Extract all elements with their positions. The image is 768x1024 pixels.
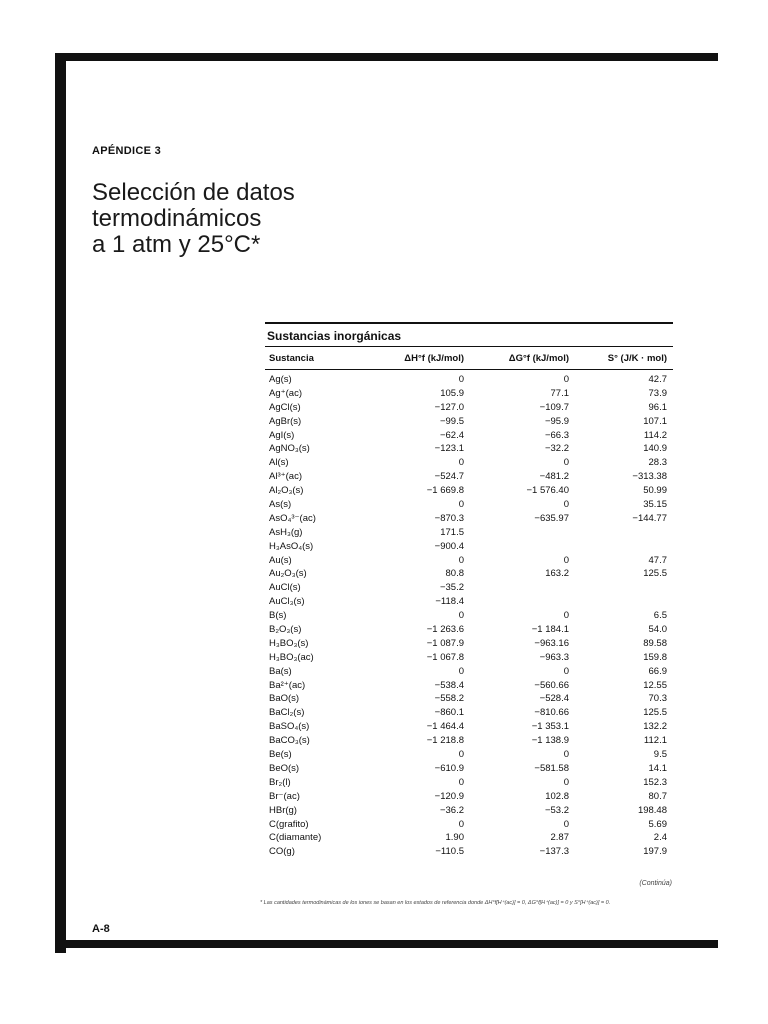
scan-border-bottom	[55, 940, 718, 948]
cell-dg: 0	[563, 499, 569, 511]
title-line-3: a 1 atm y 25°C*	[92, 231, 261, 258]
cell-s	[569, 526, 667, 540]
cell-s: −144.77	[632, 512, 667, 524]
cell-dh: −558.2	[434, 693, 464, 705]
table-row	[265, 831, 673, 845]
table-header-rule	[265, 369, 673, 370]
cell-s: 132.2	[643, 721, 667, 733]
cell-s: 54.0	[648, 624, 667, 636]
header-s: S° (J/K · mol)	[607, 353, 667, 364]
scan-border-left	[55, 53, 66, 953]
table-row	[265, 734, 673, 748]
cell-s: 80.7	[648, 790, 667, 802]
cell-substance: BaCO₃(s)	[269, 735, 310, 747]
continued-note: (Continúa)	[639, 880, 672, 887]
header-substance: Sustancia	[269, 353, 314, 364]
cell-s: 50.99	[643, 485, 667, 497]
cell-s: 152.3	[643, 776, 667, 788]
cell-s: −313.38	[632, 471, 667, 483]
cell-s: 198.48	[637, 804, 667, 816]
cell-dg: −963.16	[534, 637, 569, 649]
table-row	[265, 623, 673, 637]
table-row	[265, 484, 673, 498]
cell-substance: BaCl₂(s)	[269, 707, 305, 719]
cell-dg: 0	[563, 374, 569, 385]
appendix-label: APÉNDICE 3	[92, 145, 162, 157]
cell-s: 14.1	[648, 762, 667, 774]
cell-dh: 0	[458, 374, 464, 385]
cell-substance: AgI(s)	[269, 429, 295, 441]
cell-dh: 0	[458, 776, 464, 788]
cell-dh: −35.2	[439, 582, 464, 594]
cell-s: 9.5	[653, 749, 667, 761]
cell-dg: −1 184.1	[531, 624, 569, 636]
cell-substance: AsO₄³⁻(ac)	[269, 512, 316, 524]
cell-dg: −481.2	[539, 471, 569, 483]
cell-dg	[464, 581, 569, 595]
cell-s: 42.7	[648, 374, 667, 385]
cell-dg: −137.3	[539, 846, 569, 858]
cell-dh: −1 669.8	[426, 485, 464, 497]
table-row	[265, 387, 673, 401]
table-row	[265, 637, 673, 651]
cell-substance: AuCl(s)	[269, 582, 301, 594]
cell-substance: AgCl(s)	[269, 401, 301, 413]
cell-s: 197.9	[643, 846, 667, 858]
cell-dh: 80.8	[445, 568, 464, 580]
title-line-2: termodinámicos	[92, 205, 262, 232]
cell-dh: −1 067.8	[426, 651, 464, 663]
table-row	[265, 429, 673, 443]
cell-dh: −1 218.8	[426, 735, 464, 747]
cell-s: 35.15	[643, 499, 667, 511]
table-body	[265, 373, 673, 859]
cell-s: 28.3	[648, 457, 667, 469]
table-row	[265, 540, 673, 554]
cell-substance: Ag(s)	[269, 374, 292, 385]
cell-dh: −99.5	[439, 415, 464, 427]
cell-s: 125.5	[643, 707, 667, 719]
table-row	[265, 762, 673, 776]
cell-substance: CO(g)	[269, 846, 295, 858]
cell-s: 73.9	[648, 387, 667, 399]
cell-dh: −1 087.9	[426, 637, 464, 649]
table-row	[265, 470, 673, 484]
thermo-table	[265, 322, 673, 859]
table-row	[265, 706, 673, 720]
cell-dg: 0	[563, 610, 569, 622]
cell-dg: −560.66	[534, 679, 569, 691]
cell-dh: −123.1	[434, 443, 464, 455]
table-row	[265, 415, 673, 429]
cell-s: 114.2	[643, 429, 667, 441]
cell-dh: −870.3	[434, 512, 464, 524]
table-row	[265, 373, 673, 387]
cell-substance: AsH₃(g)	[269, 526, 303, 538]
table-row	[265, 595, 673, 609]
cell-dg: −109.7	[539, 401, 569, 413]
cell-s	[569, 581, 667, 595]
table-row	[265, 401, 673, 415]
cell-s: 66.9	[648, 665, 667, 677]
cell-s: 125.5	[643, 568, 667, 580]
cell-dg: −32.2	[544, 443, 569, 455]
cell-substance: Be(s)	[269, 749, 292, 761]
table-row	[265, 818, 673, 832]
table-row	[265, 567, 673, 581]
table-title: Sustancias inorgánicas	[267, 329, 402, 343]
cell-s: 112.1	[643, 735, 667, 747]
cell-dh: 171.5	[440, 526, 464, 538]
cell-substance: Ag⁺(ac)	[269, 387, 302, 399]
cell-dg: −1 138.9	[531, 735, 569, 747]
cell-dh: 0	[458, 665, 464, 677]
cell-dg: 102.8	[545, 790, 569, 802]
cell-dg: −66.3	[544, 429, 569, 441]
cell-dg: −95.9	[544, 415, 569, 427]
cell-dg: −581.58	[534, 762, 569, 774]
page-title	[92, 180, 295, 258]
cell-dg: −1 576.40	[526, 485, 569, 497]
cell-substance: C(diamante)	[269, 832, 322, 844]
cell-dh: 105.9	[440, 387, 464, 399]
cell-substance: AuCl₃(s)	[269, 596, 305, 608]
table-row	[265, 679, 673, 693]
header-dh: ΔH°f (kJ/mol)	[404, 353, 464, 364]
cell-dh: 0	[458, 610, 464, 622]
cell-dg: 0	[563, 749, 569, 761]
cell-dh: 0	[458, 554, 464, 566]
cell-dg: 0	[563, 776, 569, 788]
title-line-1: Selección de datos	[92, 179, 295, 206]
cell-substance: Al³⁺(ac)	[269, 471, 302, 483]
cell-substance: HBr(g)	[269, 804, 297, 816]
cell-dh: −1 263.6	[426, 624, 464, 636]
table-header	[265, 347, 673, 369]
cell-substance: Au₂O₃(s)	[269, 568, 307, 580]
cell-dh: 0	[458, 749, 464, 761]
cell-dg: 0	[563, 554, 569, 566]
cell-dg: 0	[563, 665, 569, 677]
cell-substance: B(s)	[269, 610, 287, 622]
table-row	[265, 845, 673, 859]
cell-substance: Br₂(l)	[269, 776, 291, 788]
table-row	[265, 609, 673, 623]
cell-s	[569, 595, 667, 609]
cell-dh: 1.90	[445, 832, 464, 844]
cell-dg: −810.66	[534, 707, 569, 719]
table-row	[265, 790, 673, 804]
cell-dh: −120.9	[434, 790, 464, 802]
table-row	[265, 456, 673, 470]
cell-dg: −53.2	[544, 804, 569, 816]
table-row	[265, 720, 673, 734]
table-row	[265, 554, 673, 568]
table-row	[265, 776, 673, 790]
cell-dh: −900.4	[434, 540, 464, 552]
table-row	[265, 512, 673, 526]
table-row	[265, 748, 673, 762]
cell-s: 2.4	[653, 832, 667, 844]
cell-s: 6.5	[653, 610, 667, 622]
cell-dh: −1 464.4	[426, 721, 464, 733]
cell-substance: Ba²⁺(ac)	[269, 679, 306, 691]
cell-dg: −528.4	[539, 693, 569, 705]
cell-dg	[464, 595, 569, 609]
cell-s: 12.55	[643, 679, 667, 691]
cell-dg	[464, 540, 569, 554]
table-row	[265, 442, 673, 456]
cell-s: 5.69	[648, 818, 667, 830]
cell-dh: −110.5	[435, 846, 464, 858]
cell-substance: BeO(s)	[269, 762, 300, 774]
cell-dg: 2.87	[550, 832, 569, 844]
cell-substance: H₃BO₃(ac)	[269, 651, 314, 663]
cell-dh: 0	[458, 499, 464, 511]
cell-dh: −860.1	[434, 707, 464, 719]
cell-dh: 0	[458, 457, 464, 469]
cell-substance: AgNO₃(s)	[269, 443, 310, 455]
cell-substance: BaSO₄(s)	[269, 721, 310, 733]
cell-dh: −524.7	[434, 471, 464, 483]
cell-s: 96.1	[648, 401, 667, 413]
cell-dh: −610.9	[434, 762, 464, 774]
cell-substance: AgBr(s)	[269, 415, 302, 427]
cell-dg	[464, 526, 569, 540]
cell-dg: 0	[563, 457, 569, 469]
footnote: * Las cantidades termodinámicas de los iones se basan en los estados de referencia donde ΔH°f[H⁺(ac)] = 0, ΔG°f[H⁺(ac)] = 0 y S°[H⁺(ac)] = 0.	[260, 900, 611, 906]
cell-dh: −127.0	[434, 401, 464, 413]
cell-substance: H₃AsO₄(s)	[269, 540, 314, 552]
cell-s	[569, 540, 667, 554]
scan-border-top	[55, 53, 718, 61]
table-row	[265, 804, 673, 818]
cell-dg: 163.2	[545, 568, 569, 580]
cell-substance: Al(s)	[269, 457, 289, 469]
cell-substance: C(grafito)	[269, 818, 309, 830]
cell-dh: −118.4	[435, 596, 464, 608]
cell-s: 89.58	[643, 637, 667, 649]
cell-substance: Au(s)	[269, 554, 292, 566]
cell-dh: −538.4	[434, 679, 464, 691]
cell-substance: Br⁻(ac)	[269, 790, 300, 802]
table-row	[265, 665, 673, 679]
cell-dg: −1 353.1	[531, 721, 569, 733]
table-row	[265, 498, 673, 512]
cell-substance: H₃BO₃(s)	[269, 637, 309, 649]
cell-s: 159.8	[643, 651, 667, 663]
cell-s: 47.7	[648, 554, 667, 566]
header-dg: ΔG°f (kJ/mol)	[508, 353, 569, 364]
table-row	[265, 651, 673, 665]
cell-substance: Al₂O₃(s)	[269, 485, 304, 497]
cell-s: 70.3	[648, 693, 667, 705]
cell-dh: −36.2	[439, 804, 464, 816]
table-row	[265, 526, 673, 540]
cell-dg: 77.1	[550, 387, 569, 399]
table-row	[265, 692, 673, 706]
cell-dh: −62.4	[439, 429, 464, 441]
cell-substance: Ba(s)	[269, 665, 292, 677]
page-number: A-8	[92, 923, 110, 935]
cell-s: 140.9	[643, 443, 667, 455]
cell-dh: 0	[458, 818, 464, 830]
cell-substance: BaO(s)	[269, 693, 300, 705]
cell-substance: B₂O₃(s)	[269, 624, 302, 636]
cell-dg: 0	[563, 818, 569, 830]
cell-substance: As(s)	[269, 499, 292, 511]
cell-dg: −635.97	[534, 512, 569, 524]
table-row	[265, 581, 673, 595]
cell-dg: −963.3	[539, 651, 569, 663]
cell-s: 107.1	[643, 415, 667, 427]
